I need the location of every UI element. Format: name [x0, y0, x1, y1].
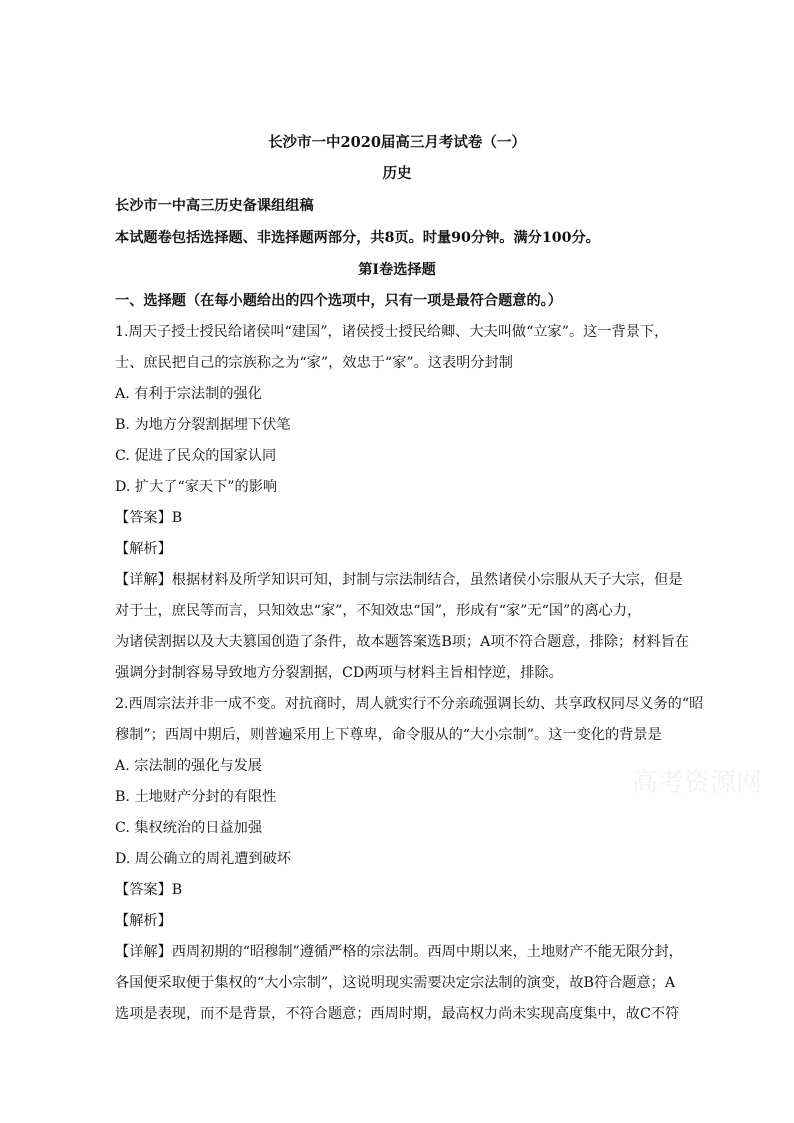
q1-explain-line4: 强调分封制容易导致地方分裂割据，CD两项与材料主旨相悖逆，排除。	[115, 665, 563, 681]
subject-title: 历史	[382, 165, 412, 182]
watermark: 高考资源网	[632, 768, 763, 798]
q1-option-d: D. 扩大了“家天下”的影响	[115, 479, 278, 495]
q1-explain-line3: 为诸侯割据以及大夫篡国创造了条件，故本题答案选B项；A项不符合题意，排除；材料旨在	[115, 634, 689, 650]
q2-explain-line1: 【详解】西周初期的“昭穆制”遵循严格的宗法制。西周中期以来，土地财产不能无限分封，	[115, 944, 683, 960]
exam-note: 本试题卷包括选择题、非选择题两部分，共8页。时量90分钟。满分100分。	[115, 230, 600, 246]
author-line: 长沙市一中高三历史备课组组稿	[115, 198, 314, 214]
q1-option-b: B. 为地方分裂割据埋下伏笔	[115, 417, 291, 433]
q1-explain-line1: 【详解】根据材料及所学知识可知，封制与宗法制结合，虽然诸侯小宗服从天子大宗，但是	[115, 572, 683, 588]
q2-stem-line2: 穆制”；西周中期后，则普遍采用上下尊卑，命令服从的“大小宗制”。这一变化的背景是	[115, 727, 662, 743]
q2-stem-line1: 2.西周宗法并非一成不变。对抗商时，周人就实行不分亲疏强调长幼、共享政权同尽义务的“昭	[115, 696, 704, 712]
q2-option-c: C. 集权统治的日益加强	[115, 820, 263, 836]
part-heading: 一、选择题（在每小题给出的四个选项中，只有一项是最符合题意的。）	[115, 293, 562, 309]
q2-analysis-label: 【解析】	[115, 913, 172, 929]
q1-analysis-label: 【解析】	[115, 541, 172, 557]
q2-explain-line2: 各国便采取便于集权的“大小宗制”，这说明现实需要决定宗法制的演变，故B符合题意；A	[115, 975, 676, 991]
q1-answer: 【答案】B	[115, 510, 183, 526]
q2-option-b: B. 土地财产分封的有限性	[115, 789, 277, 805]
section-title: 第Ⅰ卷选择题	[358, 262, 436, 278]
q2-answer: 【答案】B	[115, 882, 183, 898]
q1-option-a: A. 有利于宗法制的强化	[115, 386, 262, 402]
q1-stem-line1: 1.周天子授士授民给诸侯叫“建国”，诸侯授士授民给卿、大夫叫做“立家”。这一背景下，	[115, 324, 669, 340]
q1-stem-line2: 士、庶民把自己的宗族称之为“家”，效忠于“家”。这表明分封制	[115, 355, 513, 371]
q1-option-c: C. 促进了民众的国家认同	[115, 448, 277, 464]
q2-option-a: A. 宗法制的强化与发展	[115, 758, 262, 774]
q1-explain-line2: 对于士，庶民等而言，只知效忠“家”，不知效忠“国”，形成有“家”无“国”的离心力，	[115, 603, 642, 619]
q2-explain-line3: 选项是表现，而不是背景，不符合题意；西周时期，最高权力尚未实现高度集中，故C不符	[115, 1006, 680, 1022]
q2-option-d: D. 周公确立的周礼遭到破坏	[115, 851, 291, 867]
exam-title: 长沙市一中2020届高三月考试卷（一）	[268, 134, 526, 151]
